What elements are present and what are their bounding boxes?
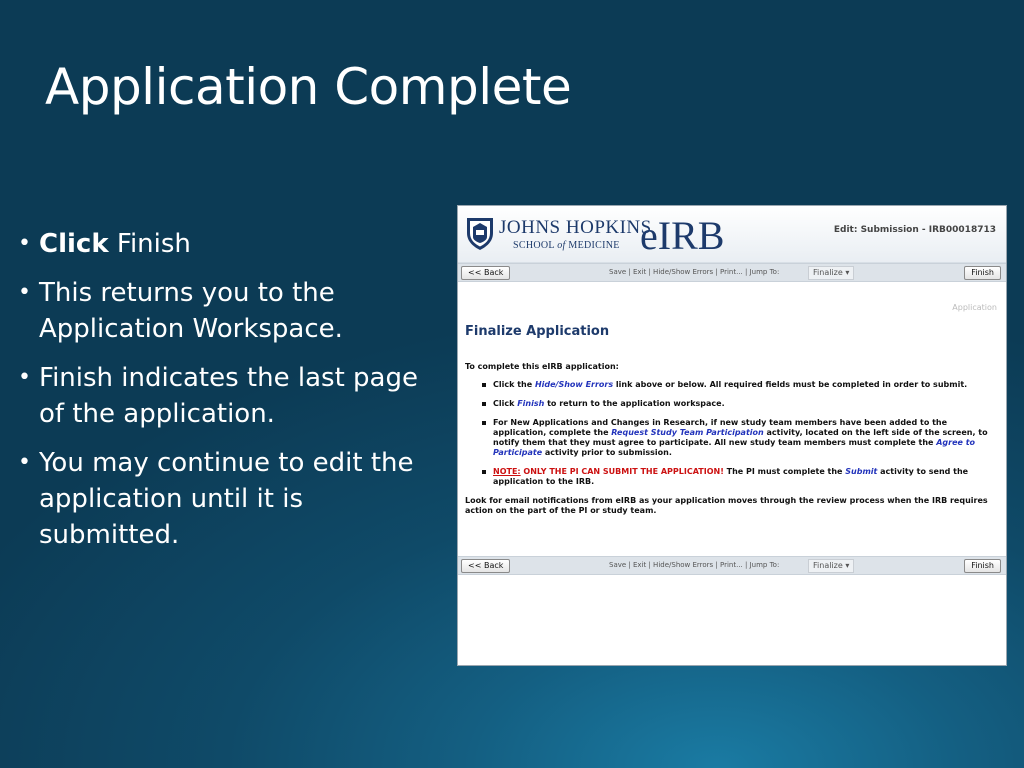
submit-link[interactable]: Submit [845, 467, 878, 476]
top-toolbar [458, 263, 1006, 282]
org-name: JOHNS HOPKINS [499, 217, 652, 238]
agree-participate-link[interactable]: Agree to Participate [493, 438, 976, 457]
jhu-shield-icon [465, 215, 495, 251]
back-button[interactable]: << Back [461, 559, 510, 573]
bullet-item [18, 360, 448, 432]
edit-submission-label: Edit: Submission - IRB00018713 [833, 225, 996, 235]
request-participation-link[interactable]: Request Study Team Participation [611, 428, 764, 437]
eirb-header [458, 206, 1006, 263]
toolbar-links[interactable]: Save | Exit | Hide/Show Errors | Print... | Jump To: [609, 268, 780, 276]
eirb-screenshot [457, 205, 1007, 666]
hide-show-errors-link[interactable]: Hide/Show Errors [534, 380, 614, 389]
slide-title: Application Complete [45, 58, 572, 116]
bullet-item [18, 226, 448, 262]
school-name: SCHOOL of MEDICINE [513, 240, 620, 251]
intro-text: To complete this eIRB application: [465, 362, 619, 371]
instructions [465, 362, 1003, 516]
finish-button[interactable]: Finish [964, 266, 1001, 280]
bottom-toolbar [458, 556, 1006, 575]
bullet-text: You may continue to edit the application until it is submitted. [39, 448, 414, 550]
bullet-item [18, 445, 448, 553]
list-item: For New Applications and Changes in Research, if new study team members have been added to the application, complete the Request Study Team Participation activity, located on the left side of the screen, to notify them that they must agree to participate. All new study team members must complete the Agree to Participate activity prior to submission. [482, 418, 1003, 458]
note-label: NOTE: [493, 467, 521, 476]
footer-text: Look for email notifications from eIRB as your application moves through the review process when the IRB requires action on the part of the PI or study team. [465, 496, 988, 515]
bullet-text: Finish [108, 229, 191, 259]
bullet-text: This returns you to the Application Workspace. [39, 278, 343, 344]
back-button[interactable]: << Back [461, 266, 510, 280]
finish-link[interactable]: Finish [517, 399, 545, 408]
list-item: Click Finish to return to the application workspace. [482, 399, 1003, 409]
steps-list [482, 380, 1003, 487]
toolbar-links[interactable]: Save | Exit | Hide/Show Errors | Print... | Jump To: [609, 561, 780, 569]
jump-to-select[interactable]: Finalize ▾ [808, 266, 854, 280]
app-name: eIRB [640, 213, 725, 258]
finish-button[interactable]: Finish [964, 559, 1001, 573]
list-item: Click the Hide/Show Errors link above or below. All required fields must be completed in order to submit. [482, 380, 1003, 390]
list-item: NOTE: ONLY THE PI CAN SUBMIT THE APPLICATION! The PI must complete the Submit activity to send the application to the IRB. [482, 467, 1003, 487]
bullet-item [18, 275, 448, 347]
bullet-list [18, 226, 448, 566]
page-heading: Finalize Application [465, 324, 610, 339]
breadcrumb: Application [952, 303, 997, 312]
bullet-text: Finish indicates the last page of the application. [39, 363, 418, 429]
jump-to-select[interactable]: Finalize ▾ [808, 559, 854, 573]
bullet-bold: Click [39, 229, 109, 259]
